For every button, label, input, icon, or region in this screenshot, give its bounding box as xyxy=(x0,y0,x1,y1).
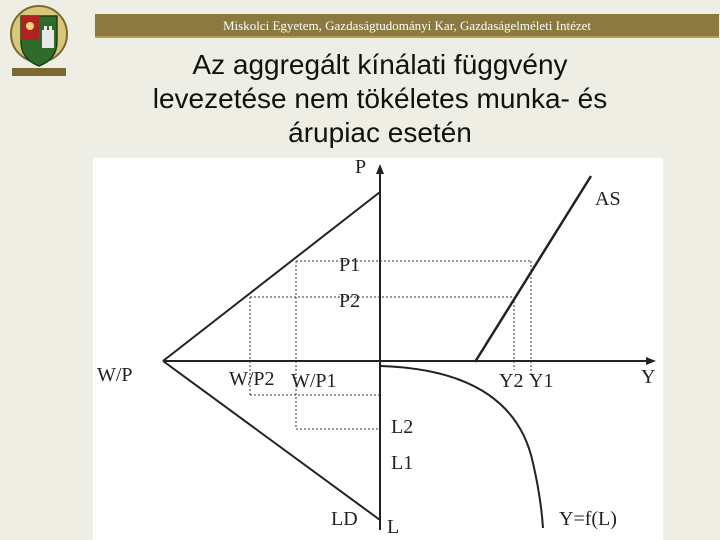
title-line-2: levezetése nem tökéletes munka- és xyxy=(152,83,608,114)
as-curve xyxy=(475,176,591,362)
label-y-axis: Y xyxy=(641,366,656,388)
label-l2: L2 xyxy=(391,416,414,438)
label-ld: LD xyxy=(331,508,358,530)
label-y1: Y1 xyxy=(529,370,554,392)
supply-derivation-diagram xyxy=(93,158,663,540)
title-line-1: Az aggregált kínálati függvény xyxy=(192,49,568,80)
label-wp1: W/P1 xyxy=(291,370,337,392)
header-bar: Miskolci Egyetem, Gazdaságtudományi Kar, Gazdaságelméleti Intézet xyxy=(95,14,719,38)
label-l-axis: L xyxy=(387,516,400,538)
title-line-3: árupiac esetén xyxy=(288,117,472,148)
label-p-axis: P xyxy=(355,156,367,178)
label-production-function: Y=f(L) xyxy=(559,508,617,530)
page-title xyxy=(110,48,650,150)
label-p1: P1 xyxy=(339,254,361,276)
label-wp2: W/P2 xyxy=(229,368,275,390)
label-p2: P2 xyxy=(339,290,361,312)
university-emblem xyxy=(4,4,74,84)
label-l1: L1 xyxy=(391,452,414,474)
label-y2: Y2 xyxy=(499,370,524,392)
label-wp-axis: W/P xyxy=(97,364,133,386)
p-axis-arrow xyxy=(376,164,384,174)
label-as: AS xyxy=(595,188,621,210)
y-axis-arrow xyxy=(646,357,656,365)
